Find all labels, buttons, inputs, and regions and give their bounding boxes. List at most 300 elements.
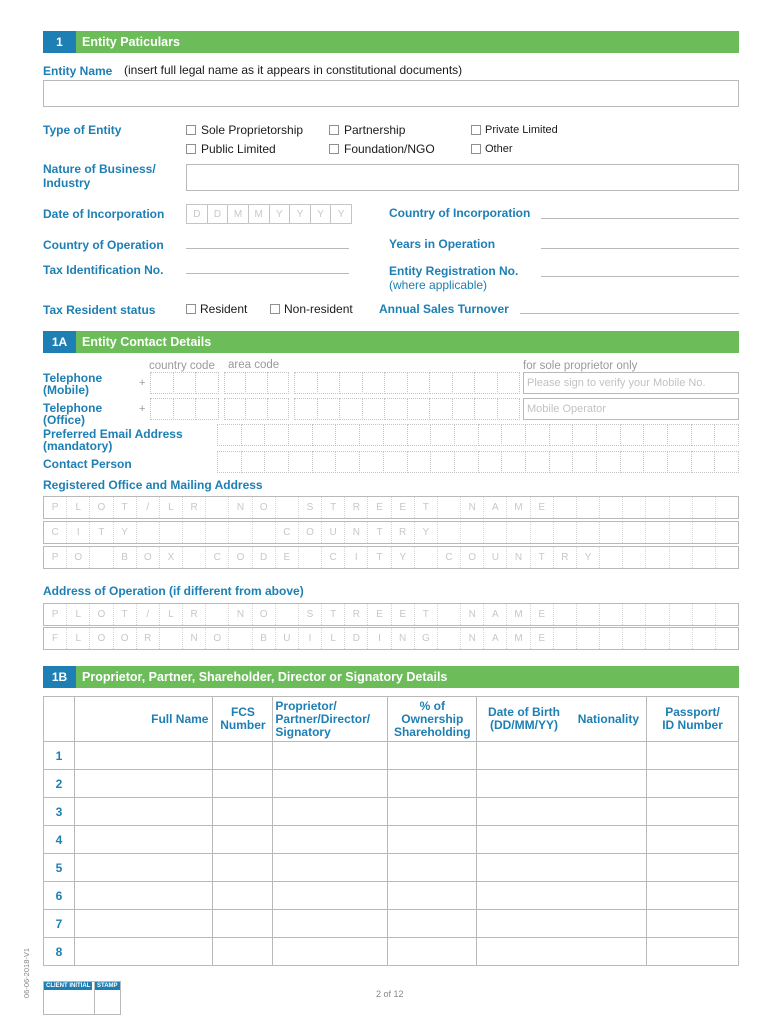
address-cell: L (67, 497, 90, 518)
page-number: 2 of 12 (376, 989, 404, 999)
address-cell: O (253, 604, 276, 625)
address-cell (670, 547, 693, 568)
table-cell[interactable] (571, 910, 647, 938)
entity-name-field[interactable] (43, 80, 739, 107)
table-row (44, 938, 739, 966)
table-cell[interactable] (273, 826, 388, 854)
table-row (44, 770, 739, 798)
country-code-hint: country code (149, 360, 215, 372)
address-cell (554, 497, 577, 518)
address-cell: E (368, 604, 391, 625)
address-cell: T (531, 547, 554, 568)
checkbox-label: Foundation/NGO (344, 142, 435, 156)
address-cell: T (90, 522, 113, 543)
address-cell: O (299, 522, 322, 543)
address-cell (484, 522, 507, 543)
section-number: 1A (43, 331, 76, 353)
address-cell (438, 522, 461, 543)
partnership-checkbox[interactable] (329, 125, 339, 135)
address-cell (623, 522, 646, 543)
address-cell: P (44, 547, 67, 568)
address-cell (646, 628, 669, 649)
client-initial-label: CLIENT INITIAL (46, 983, 91, 989)
table-cell[interactable] (213, 798, 273, 826)
table-cell[interactable] (273, 910, 388, 938)
row-number: 8 (44, 938, 75, 966)
table-cell[interactable] (647, 742, 739, 770)
address-cell: N (183, 628, 206, 649)
address-cell: E (276, 547, 299, 568)
stamp-label: STAMP (97, 983, 118, 989)
address-cell (716, 547, 738, 568)
table-cell[interactable] (388, 798, 477, 826)
address-cell (716, 497, 738, 518)
registered-address-row-3[interactable] (43, 546, 739, 569)
address-cell (716, 604, 738, 625)
address-cell (438, 497, 461, 518)
table-cell[interactable] (74, 910, 213, 938)
address-cell: B (253, 628, 276, 649)
address-cell (577, 604, 600, 625)
address-cell: O (229, 547, 252, 568)
address-cell (670, 497, 693, 518)
date-cell: Y (330, 204, 352, 224)
fcs-number-header: FCS Number (213, 697, 273, 742)
section-1b-header (43, 666, 739, 688)
stamp-box[interactable] (94, 981, 121, 1015)
checkbox-label: Public Limited (201, 142, 276, 156)
mobile-country-code-field[interactable] (150, 372, 219, 394)
address-cell (577, 522, 600, 543)
table-row (44, 910, 739, 938)
address-cell (693, 497, 716, 518)
contact-person-field[interactable] (217, 451, 739, 473)
address-cell: D (345, 628, 368, 649)
address-cell: O (114, 628, 137, 649)
table-cell[interactable] (213, 882, 273, 910)
address-cell (554, 522, 577, 543)
address-cell (646, 497, 669, 518)
row-number: 3 (44, 798, 75, 826)
plus-sign: + (139, 403, 146, 415)
date-of-incorporation-field[interactable] (186, 204, 352, 224)
table-cell[interactable] (74, 770, 213, 798)
tax-identification-label: Tax Identification No. (43, 263, 164, 277)
mobile-signature-field[interactable] (523, 372, 739, 394)
address-cell: L (160, 604, 183, 625)
table-cell[interactable] (273, 882, 388, 910)
address-cell (531, 522, 554, 543)
row-number: 4 (44, 826, 75, 854)
address-cell: O (253, 497, 276, 518)
address-cell: T (322, 497, 345, 518)
address-cell: I (345, 547, 368, 568)
resident-checkbox[interactable] (186, 304, 196, 314)
email-label-2: (mandatory) (43, 439, 113, 453)
checkbox-label: Resident (200, 302, 248, 316)
address-cell (693, 547, 716, 568)
country-of-operation-field[interactable] (186, 248, 349, 249)
table-cell[interactable] (477, 826, 571, 854)
dob-header: Date of Birth (DD/MM/YY) (477, 697, 571, 742)
public-limited-checkbox[interactable] (186, 144, 196, 154)
address-cell (438, 604, 461, 625)
table-cell[interactable] (213, 770, 273, 798)
address-cell: T (415, 604, 438, 625)
mobile-operator-hint: Mobile Operator (527, 403, 606, 415)
table-cell[interactable] (74, 882, 213, 910)
address-cell: E (531, 497, 554, 518)
checkbox-label: Private Limited (485, 124, 558, 136)
row-number: 7 (44, 910, 75, 938)
table-cell[interactable] (477, 910, 571, 938)
address-cell (90, 547, 113, 568)
address-cell (577, 497, 600, 518)
table-header-row (44, 697, 739, 742)
client-initial-box[interactable] (43, 981, 95, 1015)
tax-resident-status-label: Tax Resident status (43, 303, 156, 317)
nature-of-business-label: Nature of Business/ (43, 162, 156, 176)
office-country-code-field[interactable] (150, 398, 219, 420)
sole-proprietor-hint: for sole proprietor only (523, 360, 638, 372)
email-field[interactable] (217, 424, 739, 446)
entity-name-label: Entity Name (43, 64, 113, 78)
date-cell: Y (269, 204, 291, 224)
table-cell[interactable] (388, 770, 477, 798)
address-cell (693, 604, 716, 625)
address-cell (646, 522, 669, 543)
passport-header: Passport/ ID Number (647, 697, 739, 742)
section-1-header (43, 31, 739, 53)
checkbox-label: Non-resident (284, 302, 353, 316)
address-cell (554, 604, 577, 625)
address-cell: P (44, 497, 67, 518)
table-row (44, 798, 739, 826)
address-cell: L (160, 497, 183, 518)
date-cell: M (248, 204, 270, 224)
type-of-entity-label: Type of Entity (43, 123, 122, 137)
table-cell[interactable] (74, 938, 213, 966)
address-cell (276, 497, 299, 518)
address-cell: I (368, 628, 391, 649)
address-cell: X (160, 547, 183, 568)
address-cell: R (137, 628, 160, 649)
entity-registration-note: (where applicable) (389, 278, 488, 292)
table-cell[interactable] (213, 826, 273, 854)
address-cell (415, 547, 438, 568)
table-cell[interactable] (388, 938, 477, 966)
address-cell (623, 497, 646, 518)
address-cell: T (368, 522, 391, 543)
country-of-incorporation-field[interactable] (541, 218, 739, 219)
address-cell: R (392, 522, 415, 543)
mobile-number-field[interactable] (294, 372, 520, 394)
table-cell[interactable] (74, 742, 213, 770)
entity-registration-label: Entity Registration No. (389, 264, 519, 278)
ownership-header: % of Ownership Shareholding (388, 697, 477, 742)
address-cell (206, 604, 229, 625)
table-cell[interactable] (571, 854, 647, 882)
address-cell (276, 604, 299, 625)
checkbox-label: Other (485, 143, 513, 155)
table-cell[interactable] (647, 798, 739, 826)
mobile-area-code-field[interactable] (224, 372, 289, 394)
address-cell (183, 547, 206, 568)
section-title: Entity Contact Details (82, 335, 212, 349)
foundation-ngo-checkbox[interactable] (329, 144, 339, 154)
section-number: 1 (43, 31, 76, 53)
address-cell: R (183, 497, 206, 518)
date-cell: D (186, 204, 208, 224)
address-cell: C (276, 522, 299, 543)
address-cell: A (484, 604, 507, 625)
table-cell[interactable] (388, 742, 477, 770)
address-cell: / (137, 497, 160, 518)
table-cell[interactable] (388, 882, 477, 910)
table-cell[interactable] (273, 854, 388, 882)
table-cell[interactable] (647, 938, 739, 966)
address-cell: Y (392, 547, 415, 568)
version-stamp: 06-06-2018-V1 (22, 947, 31, 998)
address-cell (646, 604, 669, 625)
years-in-operation-field[interactable] (541, 248, 739, 249)
tax-identification-field[interactable] (186, 273, 349, 274)
address-cell: T (368, 547, 391, 568)
address-cell: A (484, 497, 507, 518)
address-cell (554, 628, 577, 649)
entity-name-note: (insert full legal name as it appears in constitutional documents) (124, 63, 463, 77)
table-cell[interactable] (477, 742, 571, 770)
row-number: 2 (44, 770, 75, 798)
table-cell[interactable] (571, 770, 647, 798)
address-cell (160, 522, 183, 543)
table-cell[interactable] (213, 910, 273, 938)
signatory-table (43, 696, 739, 966)
address-cell: F (44, 628, 67, 649)
address-cell: M (507, 628, 530, 649)
plus-sign: + (139, 377, 146, 389)
address-cell: / (137, 604, 160, 625)
table-cell[interactable] (273, 770, 388, 798)
table-cell[interactable] (647, 882, 739, 910)
address-cell: E (392, 497, 415, 518)
address-cell (716, 628, 738, 649)
other-checkbox[interactable] (471, 144, 481, 154)
mobile-signature-hint: Please sign to verify your Mobile No. (527, 377, 706, 389)
address-cell: M (507, 497, 530, 518)
table-cell[interactable] (477, 938, 571, 966)
table-cell[interactable] (273, 798, 388, 826)
section-title: Entity Paticulars (82, 35, 180, 49)
address-cell: U (484, 547, 507, 568)
table-cell[interactable] (213, 742, 273, 770)
address-cell: N (345, 522, 368, 543)
address-cell: A (484, 628, 507, 649)
date-cell: D (207, 204, 229, 224)
address-cell: C (322, 547, 345, 568)
address-cell: R (183, 604, 206, 625)
table-cell[interactable] (477, 798, 571, 826)
address-cell: D (253, 547, 276, 568)
date-of-incorporation-label: Date of Incorporation (43, 207, 165, 221)
table-cell[interactable] (74, 854, 213, 882)
address-cell (160, 628, 183, 649)
table-cell[interactable] (571, 938, 647, 966)
table-cell[interactable] (647, 826, 739, 854)
row-number: 1 (44, 742, 75, 770)
table-cell[interactable] (388, 910, 477, 938)
operation-address-row-1[interactable] (43, 603, 739, 626)
address-of-operation-label: Address of Operation (if different from above) (43, 584, 304, 598)
address-cell: T (415, 497, 438, 518)
table-cell[interactable] (388, 826, 477, 854)
address-cell: S (299, 497, 322, 518)
address-cell: T (322, 604, 345, 625)
section-title: Proprietor, Partner, Shareholder, Director or Signatory Details (82, 670, 448, 684)
address-cell (229, 522, 252, 543)
entity-registration-field[interactable] (541, 276, 739, 277)
address-cell: P (44, 604, 67, 625)
address-cell (577, 628, 600, 649)
table-cell[interactable] (477, 770, 571, 798)
nature-of-business-label-2: Industry (43, 176, 91, 190)
address-cell: I (67, 522, 90, 543)
table-row (44, 826, 739, 854)
address-cell (670, 522, 693, 543)
table-cell[interactable] (388, 854, 477, 882)
checkbox-label: Sole Proprietorship (201, 123, 304, 137)
checkbox-label: Partnership (344, 123, 406, 137)
contact-person-label: Contact Person (43, 457, 132, 471)
address-cell: O (90, 497, 113, 518)
section-1a-header (43, 331, 739, 353)
table-cell[interactable] (571, 798, 647, 826)
address-cell: O (90, 628, 113, 649)
address-cell: N (392, 628, 415, 649)
address-cell: C (206, 547, 229, 568)
email-label: Preferred Email Address (43, 427, 183, 441)
table-cell[interactable] (213, 938, 273, 966)
address-cell: O (461, 547, 484, 568)
address-cell (693, 522, 716, 543)
address-cell: N (461, 628, 484, 649)
table-cell[interactable] (647, 770, 739, 798)
address-cell (183, 522, 206, 543)
full-name-header: Full Name (74, 697, 213, 742)
row-number: 6 (44, 882, 75, 910)
table-cell[interactable] (74, 798, 213, 826)
address-cell: Y (415, 522, 438, 543)
office-area-code-field[interactable] (224, 398, 289, 420)
telephone-mobile-label-2: (Mobile) (43, 383, 89, 397)
country-of-incorporation-label: Country of Incorporation (389, 206, 531, 220)
address-cell (461, 522, 484, 543)
table-cell[interactable] (571, 742, 647, 770)
address-cell (438, 628, 461, 649)
table-cell[interactable] (273, 742, 388, 770)
table-cell[interactable] (213, 854, 273, 882)
annual-sales-turnover-field[interactable] (520, 313, 739, 314)
office-number-field[interactable] (294, 398, 520, 420)
address-cell: L (322, 628, 345, 649)
address-cell: L (67, 628, 90, 649)
telephone-office-label: Telephone (43, 401, 103, 415)
date-cell: M (227, 204, 249, 224)
telephone-mobile-label: Telephone (43, 371, 103, 385)
annual-sales-turnover-label: Annual Sales Turnover (379, 302, 509, 316)
table-cell[interactable] (571, 826, 647, 854)
address-cell: L (67, 604, 90, 625)
address-cell: R (345, 604, 368, 625)
address-cell (206, 522, 229, 543)
address-cell: G (415, 628, 438, 649)
address-cell (623, 547, 646, 568)
role-header: Proprietor/ Partner/Director/ Signatory (273, 697, 388, 742)
row-number-header (44, 697, 75, 742)
private-limited-checkbox[interactable] (471, 125, 481, 135)
registered-address-row-2[interactable] (43, 521, 739, 544)
table-cell[interactable] (571, 882, 647, 910)
address-cell: O (137, 547, 160, 568)
table-cell[interactable] (647, 910, 739, 938)
address-cell: E (531, 604, 554, 625)
table-cell[interactable] (477, 882, 571, 910)
table-cell[interactable] (273, 938, 388, 966)
address-cell: N (507, 547, 530, 568)
address-cell: R (345, 497, 368, 518)
table-cell[interactable] (477, 854, 571, 882)
address-cell (600, 547, 623, 568)
nationality-header: Nationality (571, 697, 647, 742)
operation-address-row-2[interactable] (43, 627, 739, 650)
address-cell: N (229, 497, 252, 518)
address-cell (646, 547, 669, 568)
address-cell (623, 604, 646, 625)
address-cell: U (322, 522, 345, 543)
address-cell: S (299, 604, 322, 625)
nature-of-business-field[interactable] (186, 164, 739, 191)
date-cell: Y (310, 204, 332, 224)
address-cell: R (554, 547, 577, 568)
table-row (44, 742, 739, 770)
non-resident-checkbox[interactable] (270, 304, 280, 314)
section-number: 1B (43, 666, 76, 688)
address-cell: C (44, 522, 67, 543)
mobile-operator-field[interactable] (523, 398, 739, 420)
address-cell: N (461, 604, 484, 625)
address-cell: O (206, 628, 229, 649)
address-cell (137, 522, 160, 543)
address-cell (253, 522, 276, 543)
country-of-operation-label: Country of Operation (43, 238, 164, 252)
address-cell (716, 522, 738, 543)
address-cell: N (461, 497, 484, 518)
address-cell: E (368, 497, 391, 518)
sole-proprietorship-checkbox[interactable] (186, 125, 196, 135)
address-cell (623, 628, 646, 649)
address-cell: Y (577, 547, 600, 568)
address-cell: O (67, 547, 90, 568)
address-cell (600, 522, 623, 543)
address-cell (600, 497, 623, 518)
address-cell: T (114, 604, 137, 625)
address-cell (507, 522, 530, 543)
registered-address-row-1[interactable] (43, 496, 739, 519)
table-cell[interactable] (74, 826, 213, 854)
address-cell (670, 628, 693, 649)
address-cell (693, 628, 716, 649)
table-cell[interactable] (647, 854, 739, 882)
